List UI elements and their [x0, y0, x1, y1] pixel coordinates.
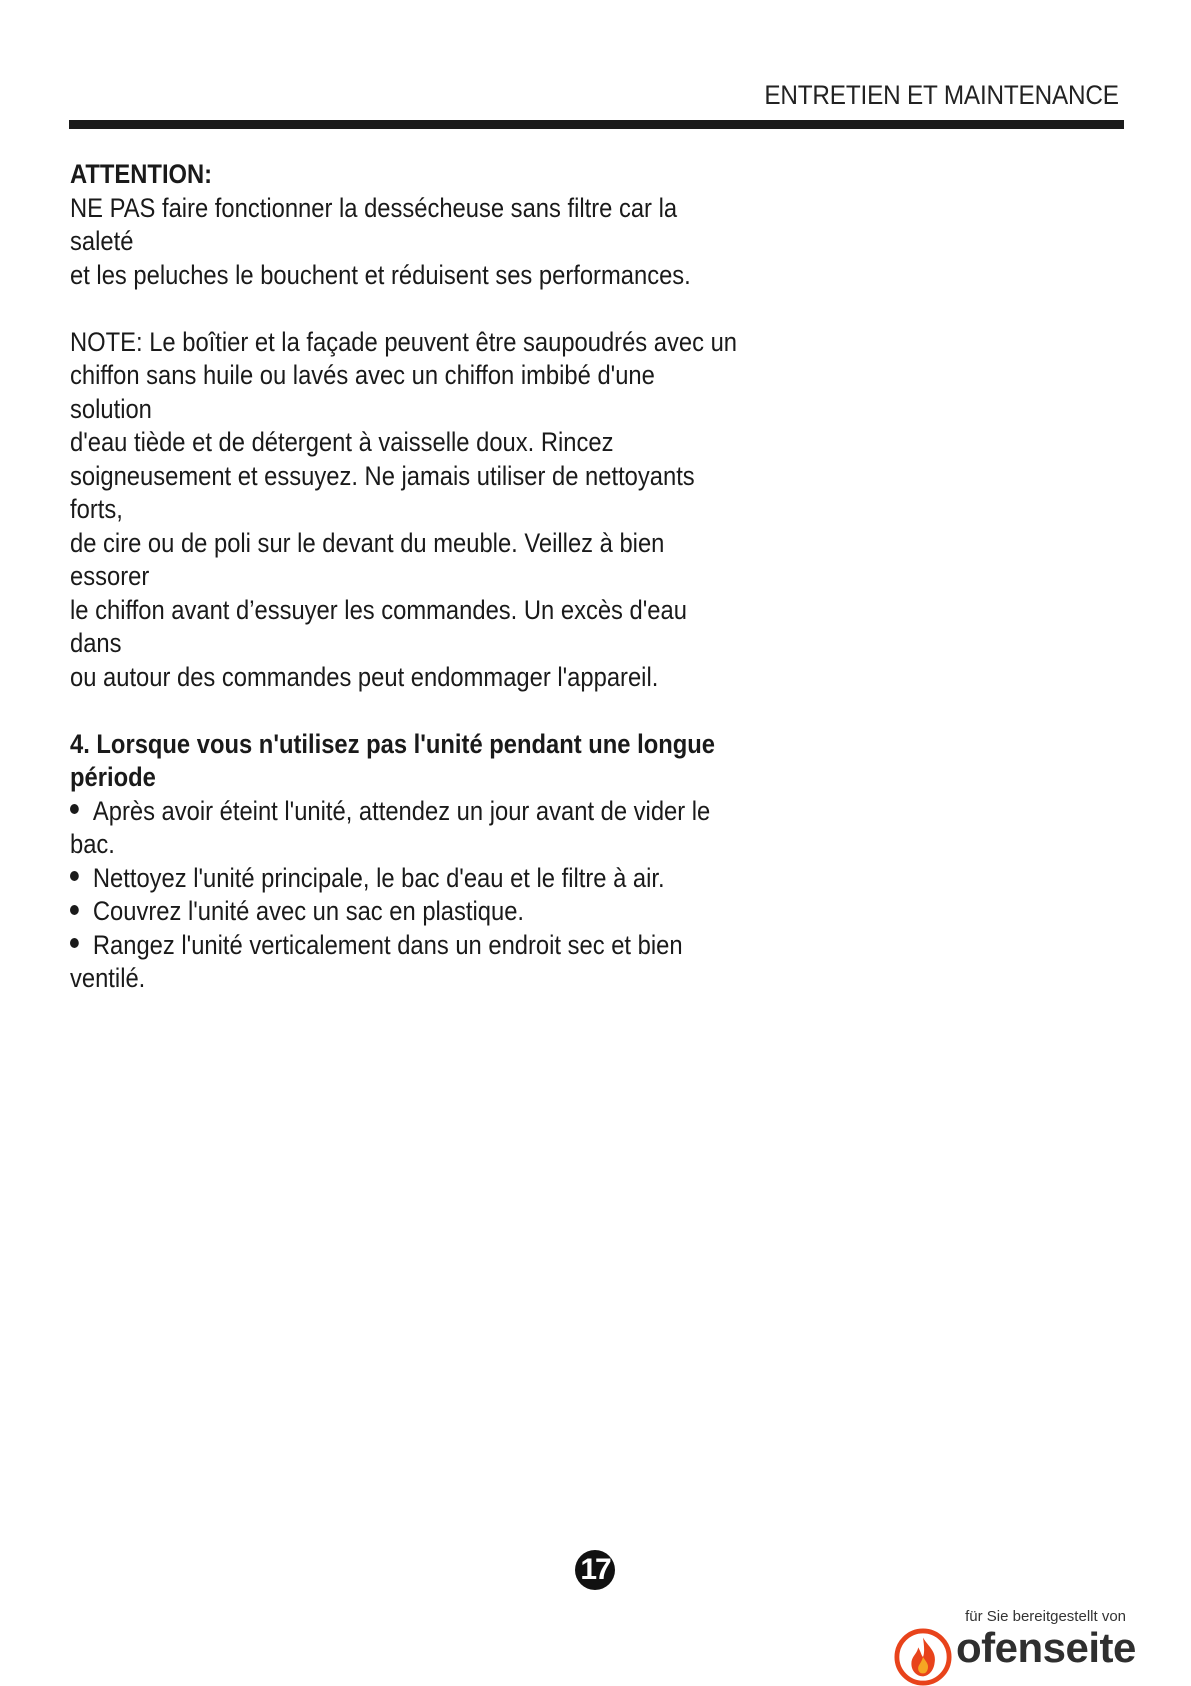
bullet-item-cont: ventilé. — [70, 963, 146, 993]
bullet-text: Rangez l'unité verticalement dans un endroit sec et bien — [92, 929, 683, 960]
bullet-dot-icon — [70, 905, 79, 915]
bullet-item — [70, 895, 739, 929]
attention-line: et les peluches le bouchent et réduisent ses performances. — [70, 259, 691, 290]
note-line: chiffon sans huile ou lavés avec un chiffon imbibé d'une solution — [70, 360, 655, 424]
paragraph-gap — [70, 694, 739, 728]
bullet-item — [70, 795, 739, 829]
bullet-text: Couvrez l'unité avec un sac en plastique. — [92, 896, 525, 926]
bullet-text: Après avoir éteint l'unité, attendez un jour avant de vider le — [92, 795, 711, 826]
attention-heading: ATTENTION: — [70, 159, 213, 189]
section-title: ENTRETIEN ET MAINTENANCE — [764, 80, 1119, 110]
brand-name: ofenseite — [956, 1624, 1136, 1671]
bullet-item-cont: bac. — [70, 829, 115, 859]
bullet-dot-icon — [70, 804, 79, 814]
note-line: d'eau tiède et de détergent à vaisselle doux. Rincez — [70, 427, 614, 457]
bullet-dot-icon — [70, 938, 79, 948]
bullet-dot-icon — [70, 871, 79, 881]
bullet-item — [70, 862, 739, 896]
note-line: NOTE: Le boîtier et la façade peuvent être saupoudrés avec un — [70, 326, 738, 357]
paragraph-gap — [70, 292, 739, 326]
page-number-badge: 17 — [575, 1550, 615, 1590]
bullet-item — [70, 929, 739, 963]
attention-line: NE PAS faire fonctionner la dessécheuse sans filtre car la saleté — [70, 192, 678, 256]
note-line: soigneusement et essuyez. Ne jamais utiliser de nettoyants forts, — [70, 460, 695, 524]
header-divider — [69, 120, 1124, 129]
flame-logo-icon — [894, 1628, 952, 1686]
note-line: le chiffon avant d’essuyer les commandes. Un excès d'eau dans — [70, 594, 687, 658]
note-line: ou autour des commandes peut endommager l'appareil. — [70, 661, 659, 692]
section4-heading: 4. Lorsque vous n'utilisez pas l'unité pendant une longue — [70, 728, 715, 759]
page-body — [70, 158, 739, 996]
provider-caption: für Sie bereitgestellt von — [965, 1608, 1126, 1625]
section4-heading-cont: période — [70, 762, 156, 792]
bullet-text: Nettoyez l'unité principale, le bac d'eau et le filtre à air. — [92, 862, 665, 893]
note-line: de cire ou de poli sur le devant du meuble. Veillez à bien essorer — [70, 527, 665, 591]
provider-logo[interactable] — [890, 1608, 1136, 1684]
